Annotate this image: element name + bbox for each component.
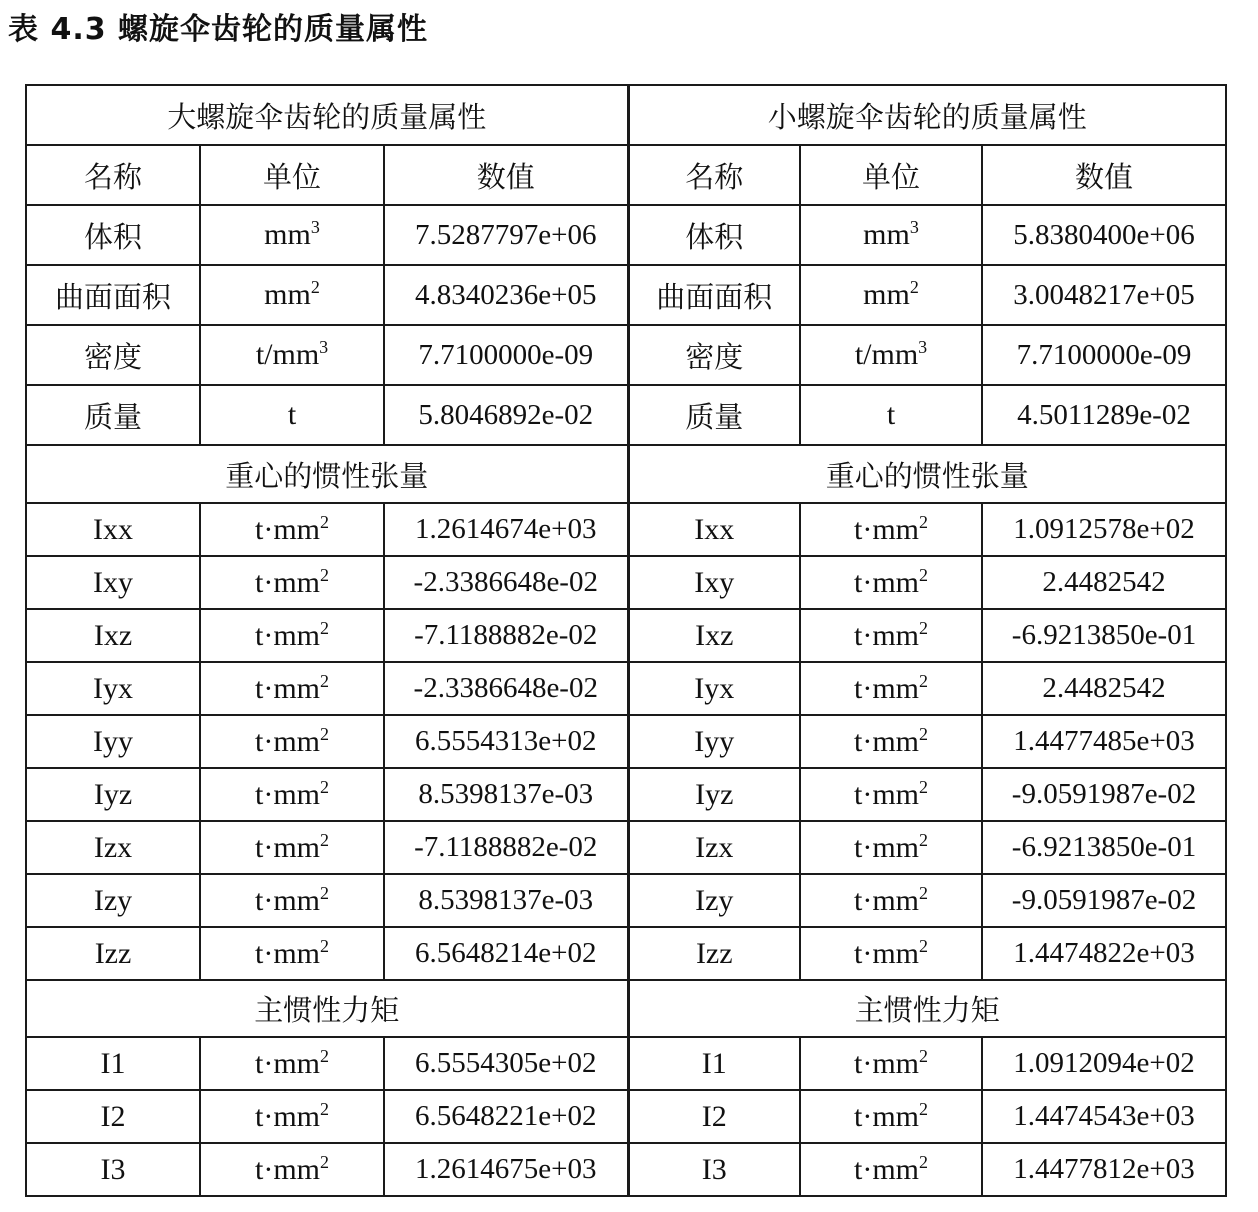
large-property-value: 6.5554305e+02 [384, 1037, 628, 1090]
mass-properties-table [25, 84, 1227, 1197]
large-property-name: Izx [26, 821, 200, 874]
unit-exponent: 2 [919, 1045, 928, 1066]
unit-base: t/mm [255, 338, 320, 371]
unit-base: t·mm [854, 618, 919, 652]
large-property-value: -2.3386648e-02 [384, 556, 628, 609]
unit-exponent: 2 [919, 882, 928, 903]
small-property-name: Ixx [628, 503, 800, 556]
large-property-name: Ixy [26, 556, 200, 609]
large-property-unit [200, 1143, 384, 1196]
table-row [26, 662, 1226, 715]
large-property-name: I2 [26, 1090, 200, 1143]
large-property-unit [200, 874, 384, 927]
large-property-name: Iyx [26, 662, 200, 715]
large-property-value: 6.5648221e+02 [384, 1090, 628, 1143]
small-property-unit [800, 821, 982, 874]
large-property-unit [200, 662, 384, 715]
unit-base: t [287, 398, 297, 431]
unit-base: t [886, 398, 896, 431]
unit-exponent: 2 [919, 670, 928, 691]
unit-exponent: 2 [320, 1098, 329, 1119]
unit-exponent: 2 [320, 1151, 329, 1172]
unit-base: t·mm [255, 1099, 320, 1133]
table-row [26, 503, 1226, 556]
inertia-tensor-section [26, 503, 1226, 980]
small-property-unit [800, 503, 982, 556]
large-property-value: -7.1188882e-02 [384, 821, 628, 874]
large-property-value: 8.5398137e-03 [384, 874, 628, 927]
small-property-value: 1.4474822e+03 [982, 927, 1226, 980]
unit-exponent: 2 [320, 564, 329, 585]
large-property-value: 8.5398137e-03 [384, 768, 628, 821]
table-row [26, 874, 1226, 927]
small-property-value: 1.0912578e+02 [982, 503, 1226, 556]
unit-base: t·mm [854, 830, 919, 864]
unit-exponent: 2 [919, 723, 928, 744]
large-header-value: 数值 [384, 145, 628, 205]
large-property-name: Iyz [26, 768, 200, 821]
large-property-unit [200, 609, 384, 662]
unit-base: t·mm [854, 565, 919, 599]
small-property-name: Ixy [628, 556, 800, 609]
unit-base: t·mm [255, 1152, 320, 1186]
large-property-name: Ixz [26, 609, 200, 662]
principal-section-header [26, 980, 1226, 1037]
large-property-name: 密度 [26, 325, 200, 385]
small-property-unit [800, 874, 982, 927]
large-header-name: 名称 [26, 145, 200, 205]
unit-base: t·mm [854, 883, 919, 917]
unit-base: mm [264, 278, 311, 311]
small-property-unit [800, 1090, 982, 1143]
large-property-value: 4.8340236e+05 [384, 265, 628, 325]
unit-exponent: 3 [319, 337, 329, 357]
large-property-value: 6.5554313e+02 [384, 715, 628, 768]
unit-exponent: 2 [320, 776, 329, 797]
unit-exponent: 2 [909, 277, 919, 297]
large-property-unit [200, 1037, 384, 1090]
small-property-name: Izy [628, 874, 800, 927]
unit-base: t·mm [255, 883, 320, 917]
small-property-unit [800, 609, 982, 662]
small-property-unit [800, 556, 982, 609]
unit-exponent: 3 [918, 337, 928, 357]
table-row [26, 768, 1226, 821]
unit-exponent: 3 [909, 217, 919, 237]
unit-base: t·mm [854, 724, 919, 758]
unit-base: t·mm [255, 936, 320, 970]
unit-exponent: 3 [310, 217, 320, 237]
small-property-name: I3 [628, 1143, 800, 1196]
small-property-value: 4.5011289e-02 [982, 385, 1226, 445]
large-property-value: 5.8046892e-02 [384, 385, 628, 445]
small-property-value: 5.8380400e+06 [982, 205, 1226, 265]
inertia-section-header [26, 445, 1226, 503]
small-inertia-title: 重心的惯性张量 [628, 445, 1226, 503]
large-property-value: 1.2614674e+03 [384, 503, 628, 556]
large-property-name: Ixx [26, 503, 200, 556]
small-property-unit [800, 662, 982, 715]
large-property-value: 1.2614675e+03 [384, 1143, 628, 1196]
large-property-name: 体积 [26, 205, 200, 265]
small-property-value: -9.0591987e-02 [982, 874, 1226, 927]
small-property-value: 1.0912094e+02 [982, 1037, 1226, 1090]
unit-base: mm [863, 218, 910, 251]
table-row [26, 205, 1226, 265]
large-property-unit [200, 503, 384, 556]
table-row [26, 1037, 1226, 1090]
unit-base: t·mm [854, 1152, 919, 1186]
unit-base: t·mm [854, 1099, 919, 1133]
unit-exponent: 2 [919, 935, 928, 956]
table-row [26, 609, 1226, 662]
unit-base: t·mm [255, 618, 320, 652]
large-header-unit: 单位 [200, 145, 384, 205]
small-property-unit [800, 927, 982, 980]
large-property-value: 7.7100000e-09 [384, 325, 628, 385]
unit-exponent: 2 [310, 277, 320, 297]
large-property-unit [200, 205, 384, 265]
unit-exponent: 2 [320, 511, 329, 532]
unit-base: t·mm [255, 777, 320, 811]
unit-base: t·mm [255, 724, 320, 758]
small-property-name: Iyx [628, 662, 800, 715]
unit-exponent: 2 [320, 670, 329, 691]
large-property-name: 质量 [26, 385, 200, 445]
unit-base: t·mm [854, 671, 919, 705]
large-property-name: 曲面面积 [26, 265, 200, 325]
small-property-value: 3.0048217e+05 [982, 265, 1226, 325]
unit-base: t·mm [255, 671, 320, 705]
small-property-name: I1 [628, 1037, 800, 1090]
small-property-value: 7.7100000e-09 [982, 325, 1226, 385]
unit-base: mm [863, 278, 910, 311]
table-row [26, 1090, 1226, 1143]
unit-exponent: 2 [919, 511, 928, 532]
table-row [26, 821, 1226, 874]
small-property-unit [800, 385, 982, 445]
basic-properties-section [26, 205, 1226, 445]
table-caption: 表 4.3 螺旋伞齿轮的质量属性 [8, 12, 429, 47]
small-property-value: 2.4482542 [982, 556, 1226, 609]
small-header-value: 数值 [982, 145, 1226, 205]
large-property-value: 7.5287797e+06 [384, 205, 628, 265]
small-property-name: 密度 [628, 325, 800, 385]
small-property-value: 2.4482542 [982, 662, 1226, 715]
unit-base: t·mm [854, 512, 919, 546]
large-gear-title: 大螺旋伞齿轮的质量属性 [26, 85, 628, 145]
unit-exponent: 2 [919, 617, 928, 638]
small-principal-title: 主惯性力矩 [628, 980, 1226, 1037]
large-property-unit [200, 1090, 384, 1143]
unit-base: t·mm [255, 1046, 320, 1080]
table-row [26, 715, 1226, 768]
small-property-unit [800, 265, 982, 325]
unit-base: t·mm [255, 565, 320, 599]
small-property-unit [800, 205, 982, 265]
small-gear-title: 小螺旋伞齿轮的质量属性 [628, 85, 1226, 145]
small-header-name: 名称 [628, 145, 800, 205]
principal-moments-section [26, 1037, 1226, 1196]
large-property-unit [200, 325, 384, 385]
large-property-name: Izy [26, 874, 200, 927]
large-property-unit [200, 385, 384, 445]
large-property-unit [200, 265, 384, 325]
large-property-unit [200, 768, 384, 821]
large-property-value: -2.3386648e-02 [384, 662, 628, 715]
unit-base: mm [264, 218, 311, 251]
small-property-name: 质量 [628, 385, 800, 445]
unit-exponent: 2 [320, 723, 329, 744]
small-property-value: 1.4477485e+03 [982, 715, 1226, 768]
header-row [26, 145, 1226, 205]
table-row [26, 325, 1226, 385]
large-property-unit [200, 821, 384, 874]
small-property-unit [800, 1143, 982, 1196]
small-property-value: -9.0591987e-02 [982, 768, 1226, 821]
unit-exponent: 2 [320, 617, 329, 638]
small-property-unit [800, 325, 982, 385]
small-property-name: I2 [628, 1090, 800, 1143]
unit-base: t·mm [255, 830, 320, 864]
small-header-unit: 单位 [800, 145, 982, 205]
unit-exponent: 2 [320, 935, 329, 956]
small-property-name: Ixz [628, 609, 800, 662]
unit-exponent: 2 [320, 1045, 329, 1066]
unit-base: t·mm [854, 777, 919, 811]
unit-base: t·mm [854, 936, 919, 970]
large-property-name: I1 [26, 1037, 200, 1090]
large-property-name: Iyy [26, 715, 200, 768]
unit-exponent: 2 [320, 829, 329, 850]
small-property-unit [800, 1037, 982, 1090]
unit-exponent: 2 [320, 882, 329, 903]
small-property-name: Izx [628, 821, 800, 874]
small-property-value: 1.4477812e+03 [982, 1143, 1226, 1196]
small-property-name: Iyy [628, 715, 800, 768]
unit-exponent: 2 [919, 1098, 928, 1119]
large-property-value: 6.5648214e+02 [384, 927, 628, 980]
table-row [26, 385, 1226, 445]
small-property-value: -6.9213850e-01 [982, 609, 1226, 662]
large-property-value: -7.1188882e-02 [384, 609, 628, 662]
unit-exponent: 2 [919, 1151, 928, 1172]
large-principal-title: 主惯性力矩 [26, 980, 628, 1037]
unit-base: t·mm [255, 512, 320, 546]
table-row [26, 927, 1226, 980]
table-row [26, 556, 1226, 609]
unit-exponent: 2 [919, 564, 928, 585]
small-property-name: 体积 [628, 205, 800, 265]
large-property-unit [200, 715, 384, 768]
large-property-name: Izz [26, 927, 200, 980]
small-property-name: Izz [628, 927, 800, 980]
unit-base: t/mm [854, 338, 919, 371]
table-row [26, 265, 1226, 325]
unit-exponent: 2 [919, 829, 928, 850]
small-property-value: 1.4474543e+03 [982, 1090, 1226, 1143]
large-property-unit [200, 556, 384, 609]
small-property-unit [800, 768, 982, 821]
small-property-value: -6.9213850e-01 [982, 821, 1226, 874]
table-row [26, 1143, 1226, 1196]
small-property-unit [800, 715, 982, 768]
small-property-name: Iyz [628, 768, 800, 821]
large-inertia-title: 重心的惯性张量 [26, 445, 628, 503]
unit-base: t·mm [854, 1046, 919, 1080]
unit-exponent: 2 [919, 776, 928, 797]
large-property-name: I3 [26, 1143, 200, 1196]
title-row [26, 85, 1226, 145]
large-property-unit [200, 927, 384, 980]
small-property-name: 曲面面积 [628, 265, 800, 325]
